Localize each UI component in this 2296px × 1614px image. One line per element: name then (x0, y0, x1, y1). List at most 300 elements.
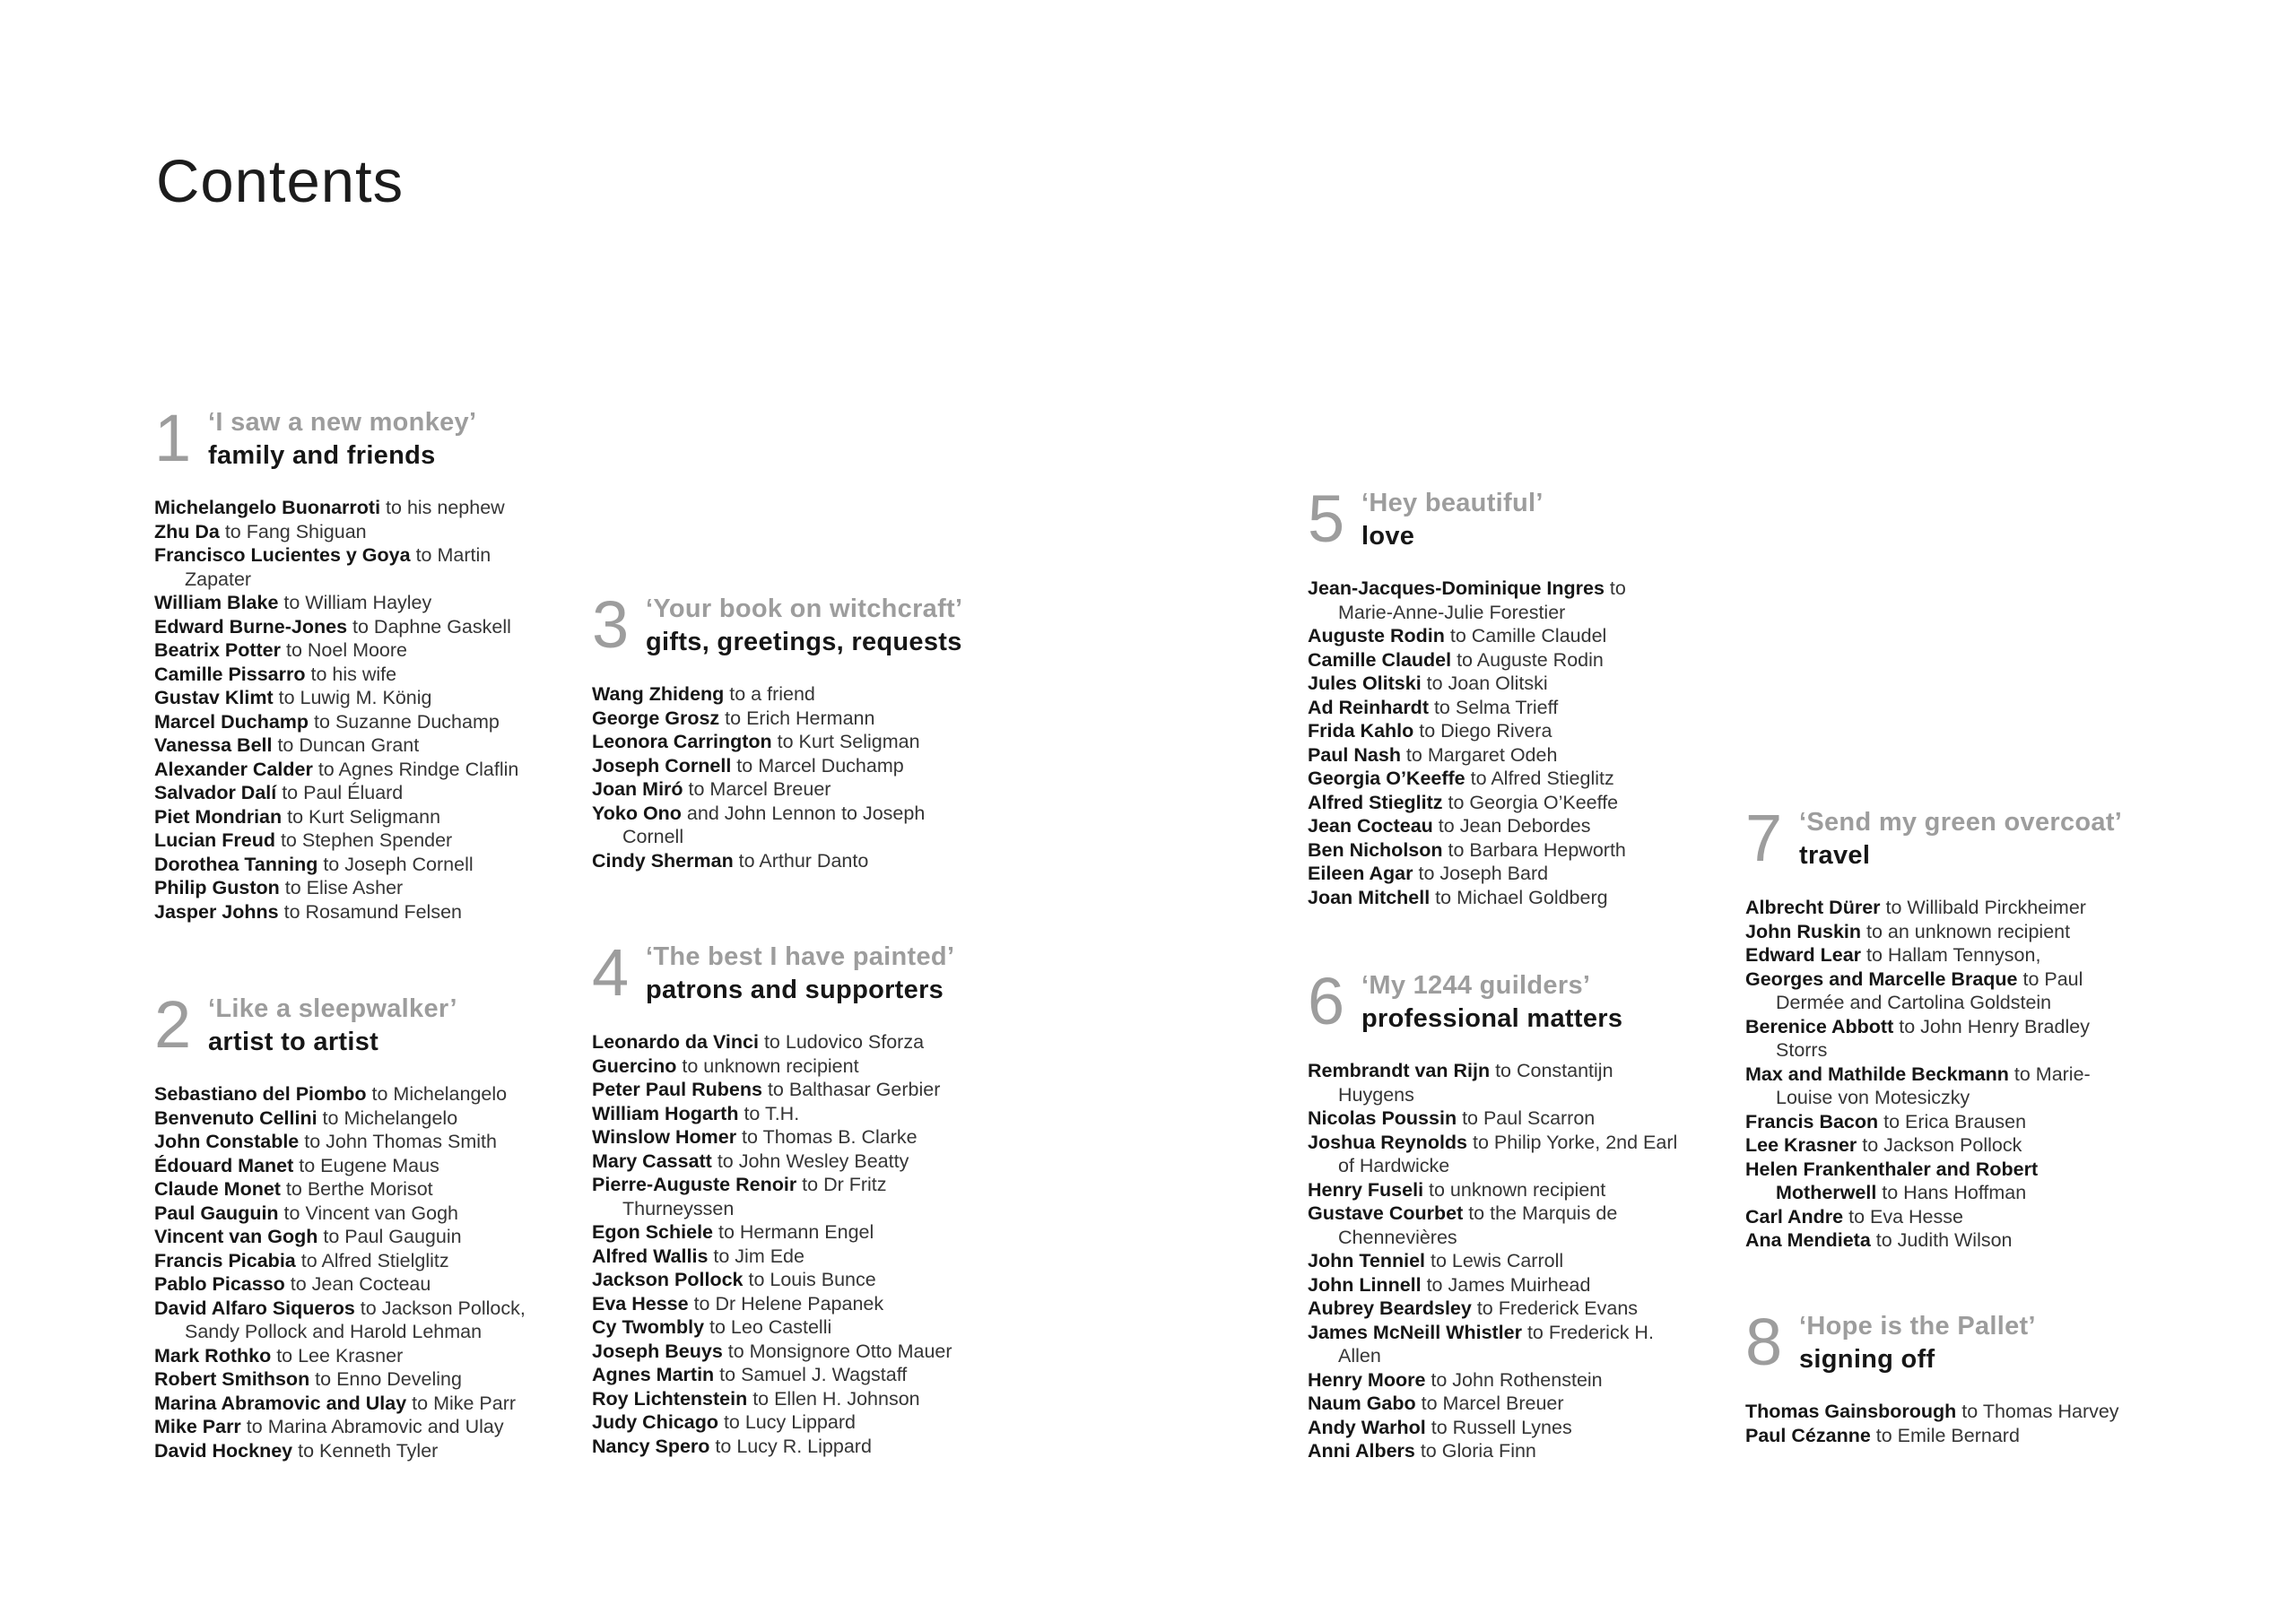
section-quote: ‘I saw a new monkey’ (208, 408, 477, 437)
recipient-text: to Marcel Breuer (683, 778, 831, 800)
section-header (1745, 1305, 2194, 1379)
artist-name: Motherwell (1776, 1182, 1877, 1203)
toc-entry-line (1308, 791, 1738, 815)
recipient-text: to unknown recipient (676, 1054, 859, 1077)
artist-name: Francis Picabia (154, 1249, 296, 1271)
artist-name: Salvador Dalí (154, 782, 277, 803)
artist-name: Carl Andre (1745, 1205, 1844, 1228)
toc-entry-line (154, 1344, 585, 1368)
recipient-text: to Agnes Rindge Claflin (312, 758, 519, 780)
toc-entry-line (154, 1297, 585, 1321)
artist-name: Egon Schiele (592, 1221, 714, 1243)
recipient-text: to Hans Hoffman (1876, 1182, 2027, 1203)
toc-entry-line (154, 1154, 585, 1178)
section-family-and-friends (154, 401, 585, 924)
artist-name: Zhu Da (154, 520, 220, 542)
recipient-text: to Hallam Tennyson, (1861, 944, 2041, 966)
recipient-text: Zapater (185, 568, 252, 590)
toc-entry-line (154, 829, 585, 853)
toc-entry-line (154, 1392, 585, 1416)
recipient-text: to Thomas B. Clarke (736, 1126, 918, 1148)
recipient-text: Allen (1338, 1345, 1381, 1367)
section-travel (1745, 801, 2194, 1253)
recipient-text: to Gloria Finn (1414, 1440, 1536, 1462)
recipient-text: to Georgia O’Keeffe (1442, 791, 1619, 813)
section-quote: ‘Your book on witchcraft’ (646, 594, 963, 623)
toc-entry-line (154, 686, 585, 710)
section-number: 7 (1745, 801, 1783, 875)
section-quote: ‘Send my green overcoat’ (1799, 808, 2123, 837)
toc-entry-line (592, 1173, 1031, 1197)
artist-name: Cindy Sherman (592, 849, 734, 872)
section-entry-list (1308, 1059, 1747, 1463)
section-header (1308, 964, 1747, 1038)
section-header (1308, 482, 1738, 556)
toc-entry-line (1308, 1297, 1747, 1321)
toc-entry-line (592, 1102, 1031, 1126)
toc-entry-line (1308, 1226, 1747, 1250)
toc-entry-line (1745, 943, 2194, 968)
artist-name: Philip Guston (154, 877, 280, 898)
toc-entry-line (592, 1197, 1031, 1221)
section-number: 1 (154, 401, 192, 475)
recipient-text: to Michelangelo (317, 1106, 458, 1129)
toc-entry-line (1745, 1228, 2194, 1253)
artist-name: Henry Fuseli (1308, 1178, 1424, 1201)
artist-name: Peter Paul Rubens (592, 1079, 762, 1100)
recipient-text: to John Wesley Beatty (711, 1150, 909, 1172)
toc-entry-line (1308, 1178, 1747, 1202)
artist-name: Rembrandt van Rijn (1308, 1060, 1491, 1081)
recipient-text: to the Marquis de (1463, 1202, 1618, 1224)
recipient-text: to Joseph Bard (1413, 863, 1549, 884)
recipient-text: to Berthe Morisot (280, 1178, 433, 1200)
toc-entry-line (1308, 1083, 1747, 1107)
toc-entry-line (1745, 1086, 2194, 1110)
section-titles (1361, 486, 1544, 553)
artist-name: Lucian Freud (154, 829, 275, 851)
recipient-text: to Alfred Stieglitz (1465, 768, 1614, 789)
recipient-text: to Lewis Carroll (1425, 1250, 1564, 1271)
section-header (592, 587, 1031, 662)
recipient-text: to Marina Abramovic and Ulay (240, 1416, 504, 1437)
section-titles (646, 592, 962, 659)
toc-entry-line (154, 615, 585, 639)
artist-name: Ana Mendieta (1745, 1229, 1871, 1251)
recipient-text: to Lucy R. Lippard (709, 1435, 872, 1457)
section-gifts-greetings-requests (592, 587, 1031, 872)
toc-entry-line (1308, 767, 1738, 791)
recipient-text: to Marcel Duchamp (731, 754, 904, 777)
toc-entry-line (1308, 1059, 1747, 1083)
recipient-text: to Jean Cocteau (284, 1273, 431, 1295)
recipient-text: to Elise Asher (279, 877, 404, 898)
artist-name: John Linnell (1308, 1273, 1422, 1296)
toc-entry-line (1308, 648, 1738, 672)
artist-name: John Ruskin (1745, 920, 1862, 942)
toc-entry-line (1308, 1392, 1747, 1416)
artist-name: Marcel Duchamp (154, 710, 309, 733)
recipient-text: Storrs (1776, 1039, 1828, 1061)
recipient-text: to Diego Rivera (1413, 720, 1552, 742)
artist-name: Jasper Johns (154, 900, 279, 923)
section-header (1745, 801, 2194, 875)
recipient-text: to Erich Hermann (719, 707, 875, 729)
artist-name: Pierre-Auguste Renoir (592, 1174, 797, 1195)
section-subtitle: professional matters (1361, 1004, 1623, 1033)
toc-entry-line (154, 1202, 585, 1226)
recipient-text: to Auguste Rodin (1451, 648, 1604, 671)
recipient-text: to Noel Moore (281, 639, 408, 661)
artist-name: Eileen Agar (1308, 863, 1413, 884)
artist-name: Guercino (592, 1054, 677, 1077)
section-titles (646, 940, 954, 1007)
artist-name: Cy Twombly (592, 1316, 705, 1338)
toc-entry-line (592, 1340, 1031, 1364)
artist-name: Alfred Wallis (592, 1245, 709, 1267)
recipient-text: Sandy Pollock and Harold Lehman (185, 1321, 483, 1342)
artist-name: Ben Nicholson (1308, 838, 1443, 861)
artist-name: Francisco Lucientes y Goya (154, 544, 411, 566)
artist-name: Joshua Reynolds (1308, 1131, 1468, 1153)
recipient-text: to Suzanne Duchamp (309, 710, 500, 733)
toc-entry-line (1308, 886, 1738, 910)
artist-name: David Alfaro Siqueros (154, 1297, 355, 1319)
artist-name: Gustav Klimt (154, 687, 274, 708)
recipient-text: to Dr Fritz (796, 1174, 887, 1195)
recipient-text: Louise von Motesiczky (1776, 1087, 1970, 1108)
recipient-text: Dermée and Cartolina Goldstein (1776, 992, 2052, 1013)
artist-name: Roy Lichtenstein (592, 1387, 748, 1410)
section-number: 4 (592, 935, 630, 1010)
section-signing-off (1745, 1305, 2194, 1447)
section-titles (208, 405, 476, 473)
toc-entry-line (1308, 1321, 1747, 1345)
toc-entry-line (154, 638, 585, 663)
recipient-text: to Duncan Grant (272, 734, 420, 756)
recipient-text: to unknown recipient (1423, 1178, 1606, 1201)
toc-entry-line (592, 682, 1031, 707)
recipient-text: to Mike Parr (406, 1392, 517, 1414)
artist-name: Sebastiano del Piombo (154, 1083, 367, 1105)
toc-entry-line (154, 663, 585, 687)
recipient-text: to Lucy Lippard (718, 1411, 856, 1433)
recipient-text: to Willibald Pirckheimer (1880, 897, 2086, 918)
toc-entry-line (1745, 968, 2194, 992)
toc-entry-line (154, 1272, 585, 1297)
recipient-text: to Paul Éluard (276, 782, 404, 803)
artist-name: Georgia O’Keeffe (1308, 768, 1465, 789)
artist-name: Piet Mondrian (154, 805, 283, 828)
section-subtitle: gifts, greetings, requests (646, 628, 962, 656)
section-quote: ‘Hope is the Pallet’ (1799, 1312, 2036, 1341)
toc-entry-line (592, 1410, 1031, 1435)
artist-name: James McNeill Whistler (1308, 1321, 1522, 1343)
toc-entry-line (592, 1363, 1031, 1387)
recipient-text: to Monsignore Otto Mauer (722, 1340, 952, 1362)
recipient-text: to Ludovico Sforza (758, 1031, 925, 1053)
toc-entry-line (1308, 838, 1738, 863)
recipient-text: to John Rothenstein (1425, 1368, 1603, 1391)
recipient-text: Huygens (1338, 1083, 1414, 1106)
recipient-text: to Enno Develing (309, 1368, 462, 1390)
toc-entry-line (154, 568, 585, 592)
toc-entry-line (592, 1220, 1031, 1245)
toc-entry-line (1308, 624, 1738, 648)
recipient-text: to his wife (305, 663, 397, 685)
toc-entry-line (1745, 896, 2194, 920)
artist-name: Andy Warhol (1308, 1416, 1426, 1438)
artist-name: Winslow Homer (592, 1126, 737, 1148)
toc-entry-line (592, 825, 1031, 849)
recipient-text: to Marcel Breuer (1415, 1393, 1564, 1414)
toc-entry-line (154, 1439, 585, 1463)
section-titles (1799, 1309, 2036, 1376)
recipient-text: to T.H. (738, 1102, 800, 1124)
recipient-text: to Frederick Evans (1471, 1297, 1639, 1319)
recipient-text: to Camille Claudel (1444, 625, 1607, 646)
artist-name: Pablo Picasso (154, 1273, 285, 1295)
toc-entry-line (154, 781, 585, 805)
section-subtitle: family and friends (208, 441, 436, 470)
toc-entry-line (592, 707, 1031, 731)
artist-name: William Hogarth (592, 1102, 739, 1124)
page-title: Contents (156, 148, 404, 215)
recipient-text: to Leo Castelli (704, 1316, 832, 1338)
section-number: 2 (154, 987, 192, 1062)
recipient-text: to Jackson Pollock (1857, 1134, 2022, 1156)
artist-name: Judy Chicago (592, 1411, 718, 1433)
toc-entry-line (1308, 672, 1738, 696)
toc-entry-line (154, 1225, 585, 1249)
toc-entry-line (1745, 1038, 2194, 1063)
artist-name: Anni Albers (1308, 1440, 1415, 1462)
section-entry-list (154, 1082, 585, 1462)
toc-entry-line (154, 1177, 585, 1202)
recipient-text: Thurneyssen (622, 1197, 735, 1219)
toc-entry-line (1308, 696, 1738, 720)
toc-entry-line (154, 733, 585, 758)
recipient-text: to James Muirhead (1421, 1273, 1591, 1296)
toc-entry-line (154, 1249, 585, 1273)
toc-entry-line (1745, 1110, 2194, 1134)
artist-name: Édouard Manet (154, 1154, 294, 1176)
section-entry-list (1745, 1400, 2194, 1447)
recipient-text: to William Hayley (278, 592, 432, 613)
toc-entry-line (1308, 1154, 1747, 1178)
artist-name: Naum Gabo (1308, 1393, 1416, 1414)
artist-name: Mary Cassatt (592, 1150, 712, 1172)
toc-entry-line (1308, 1106, 1747, 1131)
toc-entry-line (592, 754, 1031, 778)
toc-entry-line (154, 1320, 585, 1344)
artist-name: Joan Mitchell (1308, 886, 1431, 908)
artist-name: Alfred Stieglitz (1308, 791, 1443, 813)
toc-entry-line (154, 520, 585, 544)
artist-name: Joseph Beuys (592, 1340, 723, 1362)
recipient-text: to Philip Yorke, 2nd Earl (1467, 1131, 1678, 1153)
artist-name: Mike Parr (154, 1416, 241, 1437)
toc-entry-line (1745, 1205, 2194, 1229)
artist-name: Benvenuto Cellini (154, 1106, 317, 1129)
artist-name: Yoko Ono (592, 802, 682, 824)
artist-name: Ad Reinhardt (1308, 696, 1429, 718)
artist-name: Berenice Abbott (1745, 1015, 1894, 1037)
artist-name: Paul Nash (1308, 743, 1401, 766)
toc-entry-line (1308, 1249, 1747, 1273)
recipient-text: to Jackson Pollock, (354, 1297, 526, 1319)
recipient-text: to Ellen H. Johnson (747, 1387, 920, 1410)
recipient-text: to Louis Bunce (743, 1269, 876, 1290)
recipient-text: to Martin (410, 544, 491, 566)
artist-name: Wang Zhideng (592, 683, 725, 705)
artist-name: Jules Olitski (1308, 672, 1422, 694)
toc-entry-line (1308, 577, 1738, 601)
recipient-text: to Jim Ede (708, 1245, 804, 1267)
recipient-text: to Erica Brausen (1878, 1110, 2027, 1132)
toc-entry-line (1745, 1015, 2194, 1039)
artist-name: John Constable (154, 1131, 300, 1152)
toc-entry-line (592, 1315, 1031, 1340)
section-artist-to-artist (154, 987, 585, 1462)
artist-name: Jackson Pollock (592, 1269, 744, 1290)
section-subtitle: signing off (1799, 1345, 1935, 1374)
toc-entry-line (1745, 1400, 2194, 1424)
recipient-text: to a friend (724, 683, 815, 705)
recipient-text: to Vincent van Gogh (278, 1202, 458, 1224)
artist-name: Henry Moore (1308, 1368, 1426, 1391)
recipient-text: to Balthasar Gerbier (761, 1079, 941, 1100)
recipient-text: to Kurt Seligmann (282, 805, 441, 828)
recipient-text: to Stephen Spender (274, 829, 453, 851)
toc-entry-line (592, 730, 1031, 754)
artist-name: Georges and Marcelle Braque (1745, 968, 2018, 990)
artist-name: Camille Claudel (1308, 648, 1452, 671)
toc-entry-line (1308, 814, 1738, 838)
recipient-text: to Russell Lynes (1425, 1416, 1572, 1438)
recipient-text: to Joseph Cornell (317, 853, 474, 875)
toc-entry-line (154, 758, 585, 782)
section-header (592, 935, 1031, 1010)
recipient-text: to Frederick H. (1521, 1321, 1654, 1343)
section-titles (1361, 968, 1622, 1036)
toc-entry-line (592, 849, 1031, 873)
toc-entry-line (592, 1125, 1031, 1150)
toc-entry-line (592, 1245, 1031, 1269)
section-subtitle: love (1361, 522, 1415, 551)
artist-name: Nancy Spero (592, 1435, 710, 1457)
recipient-text: to Barbara Hepworth (1442, 838, 1626, 861)
artist-name: Marina Abramovic and Ulay (154, 1392, 407, 1414)
toc-entry-line (592, 1030, 1031, 1054)
toc-entry-line (154, 1415, 585, 1439)
section-titles (1799, 805, 2122, 872)
section-subtitle: artist to artist (208, 1028, 379, 1056)
recipient-text: of Hardwicke (1338, 1155, 1450, 1176)
toc-entry-line (1308, 601, 1738, 625)
toc-entry-line (1308, 1344, 1747, 1368)
section-number: 3 (592, 587, 630, 662)
section-professional-matters (1308, 964, 1747, 1463)
artist-name: Alexander Calder (154, 758, 313, 780)
artist-name: Lee Krasner (1745, 1134, 1857, 1156)
artist-name: Vincent van Gogh (154, 1226, 318, 1247)
artist-name: Frida Kahlo (1308, 720, 1414, 742)
toc-entry-line (154, 1106, 585, 1131)
recipient-text: to Hermann Engel (713, 1221, 874, 1243)
toc-entry-line (592, 777, 1031, 802)
artist-name: Jean Cocteau (1308, 815, 1433, 837)
recipient-text: to Margaret Odeh (1400, 743, 1558, 766)
artist-name: Helen Frankenthaler and Robert (1745, 1158, 2039, 1180)
section-patrons-and-supporters (592, 935, 1031, 1458)
recipient-text: to Michelangelo (366, 1083, 508, 1105)
recipient-text: to Paul Gauguin (317, 1226, 462, 1247)
recipient-text: to John Thomas Smith (299, 1131, 497, 1152)
artist-name: George Grosz (592, 707, 720, 729)
recipient-text: to (1604, 577, 1626, 599)
recipient-text: Cornell (622, 826, 684, 847)
section-quote: ‘The best I have painted’ (646, 942, 955, 971)
artist-name: Gustave Courbet (1308, 1202, 1464, 1224)
toc-entry-line (1308, 1273, 1747, 1297)
recipient-text: Marie-Anne-Julie Forestier (1338, 601, 1566, 623)
toc-entry-line (1745, 991, 2194, 1015)
recipient-text: to Luwig M. König (273, 687, 432, 708)
artist-name: Paul Gauguin (154, 1202, 279, 1224)
toc-entry-line (592, 1435, 1031, 1459)
section-quote: ‘My 1244 guilders’ (1361, 971, 1591, 1000)
recipient-text: to Arthur Danto (733, 849, 869, 872)
artist-name: Francis Bacon (1745, 1110, 1879, 1132)
section-number: 6 (1308, 964, 1345, 1038)
recipient-text: to Alfred Stielglitz (295, 1249, 449, 1271)
toc-entry-line (1308, 1368, 1747, 1393)
section-subtitle: travel (1799, 841, 1871, 870)
recipient-text: to Daphne Gaskell (347, 615, 511, 638)
toc-entry-line (154, 591, 585, 615)
artist-name: Agnes Martin (592, 1364, 715, 1385)
toc-entry-line (1745, 1158, 2194, 1182)
section-header (154, 401, 585, 475)
toc-entry-line (1308, 1416, 1747, 1440)
toc-entry-line (1745, 920, 2194, 944)
section-entry-list (592, 682, 1031, 872)
recipient-text: to Paul Scarron (1457, 1107, 1596, 1129)
section-entry-list (1308, 577, 1738, 909)
artist-name: Robert Smithson (154, 1368, 310, 1390)
artist-name: Claude Monet (154, 1178, 281, 1200)
recipient-text: to Kurt Seligman (771, 731, 920, 752)
recipient-text: to Michael Goldberg (1430, 886, 1608, 908)
section-number: 8 (1745, 1305, 1783, 1379)
section-number: 5 (1308, 482, 1345, 556)
toc-entry-line (154, 1082, 585, 1106)
toc-entry-line (592, 1292, 1031, 1316)
artist-name: Edward Burne-Jones (154, 615, 348, 638)
toc-entry-line (592, 1150, 1031, 1174)
toc-entry-line (154, 710, 585, 734)
artist-name: Dorothea Tanning (154, 853, 318, 875)
toc-entry-line (154, 543, 585, 568)
section-subtitle: patrons and supporters (646, 976, 944, 1004)
toc-entry-line (1745, 1063, 2194, 1087)
recipient-text: to Samuel J. Wagstaff (714, 1364, 908, 1385)
artist-name: Leonora Carrington (592, 731, 772, 752)
artist-name: Max and Mathilde Beckmann (1745, 1063, 2009, 1085)
toc-entry-line (154, 1367, 585, 1392)
artist-name: Michelangelo Buonarroti (154, 497, 381, 518)
